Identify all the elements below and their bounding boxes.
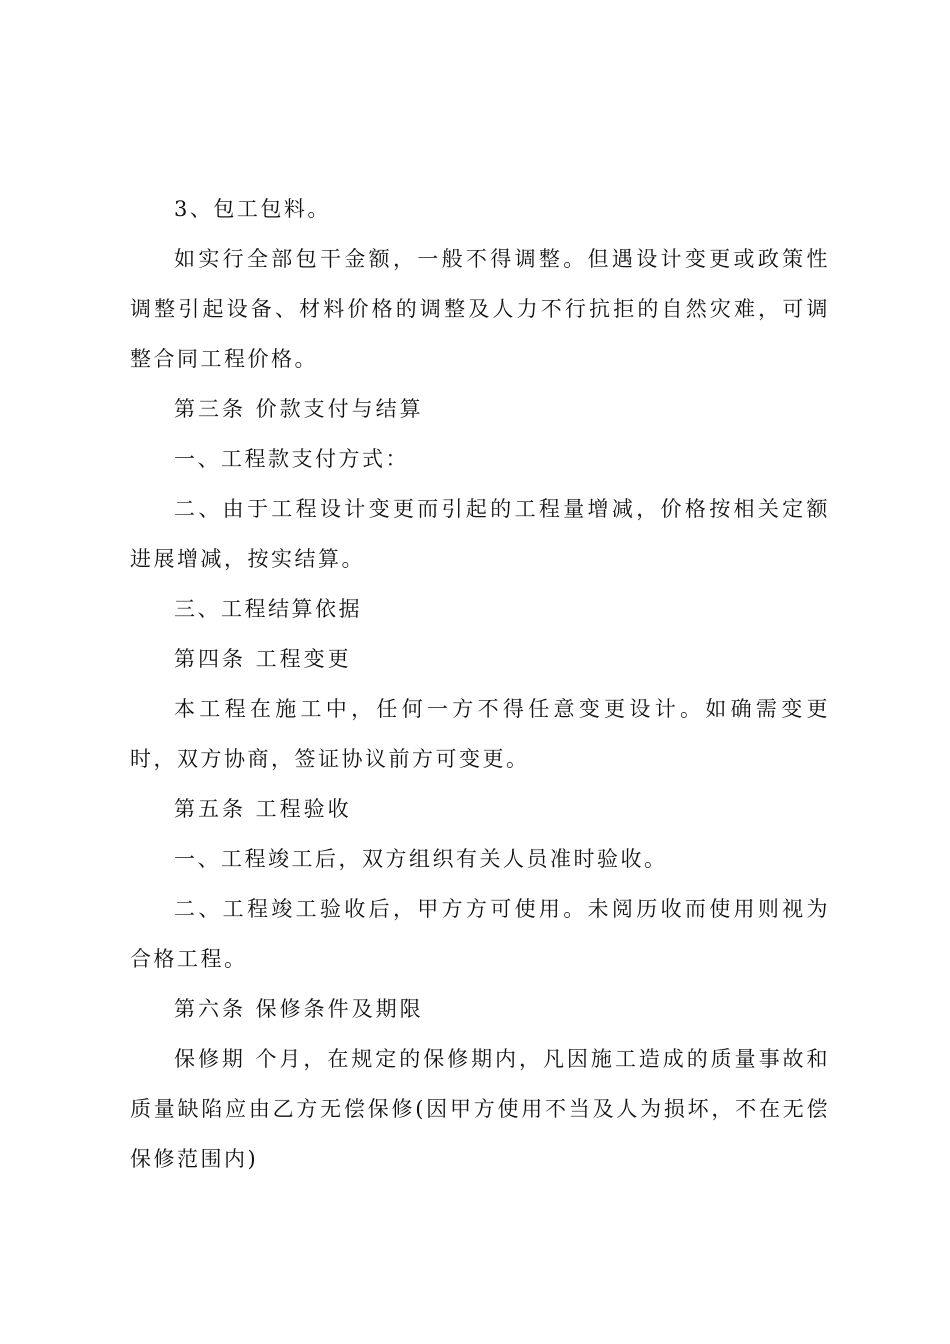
paragraph-settlement-basis: 三、工程结算依据 — [174, 597, 362, 621]
paragraph-design-change-settlement: 二、由于工程设计变更而引起的工程量增减，价格按相关定额进展增减，按实结算。 — [130, 497, 830, 571]
paragraph-acceptance-use: 二、工程竣工验收后，甲方方可使用。未阅历收而使用则视为合格工程。 — [130, 897, 830, 971]
document-body — [130, 184, 830, 1184]
article-4-heading: 第四条 工程变更 — [174, 647, 352, 671]
paragraph-payment-method: 一、工程款支付方式： — [174, 447, 409, 471]
paragraph-package-labor-materials: 3、包工包料。 — [174, 197, 331, 221]
article-5-heading: 第五条 工程验收 — [174, 797, 352, 821]
paragraph-warranty-period: 保修期 个月，在规定的保修期内，凡因施工造成的质量事故和质量缺陷应由乙方无偿保修(因甲方使用不当及人为损坏，不在无偿保修范围内) — [130, 1047, 830, 1171]
paragraph-acceptance-timely: 一、工程竣工后，双方组织有关人员准时验收。 — [174, 847, 668, 871]
paragraph-change-rules: 本工程在施工中，任何一方不得任意变更设计。如确需变更时，双方协商，签证协议前方可变更。 — [130, 697, 830, 771]
article-3-heading: 第三条 价款支付与结算 — [174, 397, 424, 421]
paragraph-price-adjustment: 如实行全部包干金额，一般不得调整。但遇设计变更或政策性调整引起设备、材料价格的调整及人力不行抗拒的自然灾难，可调整合同工程价格。 — [130, 247, 830, 371]
article-6-heading: 第六条 保修条件及期限 — [174, 997, 424, 1021]
